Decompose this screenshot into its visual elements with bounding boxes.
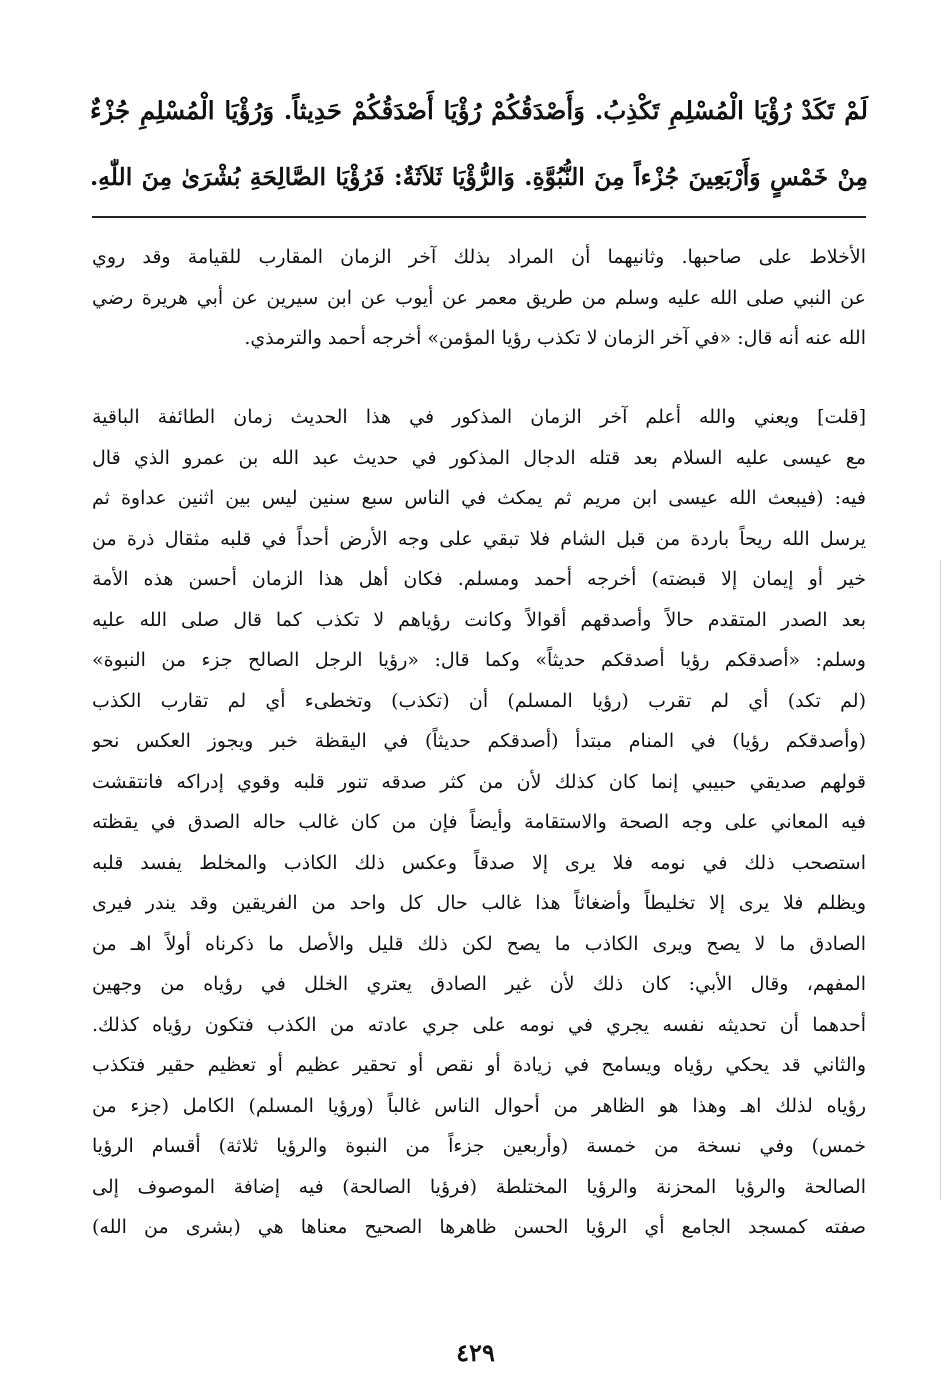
commentary-line: استصحب ذلك في نومه فلا يرى إلا صدقاً وعكس ذلك الكاذب والمخلط يفسد قلبه: [92, 851, 866, 874]
commentary-line: (لم تكد) أي لم تقرب (رؤيا المسلم) أن (تكذب) وتخطىء أي لم تقارب الكذب: [92, 689, 866, 712]
commentary-line: الصادق ما لا يصح ويرى الكاذب ما يصح لكن ذلك قليل والأصل ما ذكرناه أولاً اهـ من: [92, 932, 866, 955]
commentary-line: خمس) وفي نسخة من خمسة (وأربعين جزءاً من النبوة والرؤيا ثلاثة) أقسام الرؤيا: [92, 1135, 866, 1157]
commentary-line: الأخلاط على صاحبها. وثانيهما أن المراد بذلك آخر الزمان المقارب للقيامة وقد روي: [92, 246, 866, 268]
commentary-line: وسلم: «أصدقكم رؤيا أصدقكم حديثاً» وكما قال: «رؤيا الرجل الصالح جزء من النبوة»: [92, 649, 866, 671]
commentary-line: الله عنه أنه قال: «في آخر الزمان لا تكذب رؤيا المؤمن» أخرجه أحمد والترمذي.: [244, 327, 866, 349]
commentary-line: صفته كمسجد الجامع أي الرؤيا الحسن ظاهرها الصحيح معناها هي (بشرى من الله): [92, 1216, 866, 1238]
commentary-line: فيه: (فيبعث الله عيسى ابن مريم ثم يمكث في الناس سبع سنين ليس بين اثنين عداوة ثم: [92, 487, 866, 509]
separator-rule: [92, 216, 866, 218]
commentary-line: مع عيسى عليه السلام بعد قتله الدجال المذكور في حديث عبد الله بن عمرو الذي قال: [92, 446, 866, 469]
commentary-line: ويظلم فلا يرى إلا تخليطاً وأضغاثاً هذا غالب حال كل واحد من الفريقين وقد يندر فيرى: [92, 892, 866, 914]
commentary-line: رؤياه لذلك اهـ وهذا هو الظاهر من أحوال الناس غالباً (ورؤيا المسلم) الكامل (جزء من: [92, 1094, 866, 1117]
page-number: ٤٢٩: [456, 1338, 495, 1367]
commentary-line: فيه المعاني على وجه الصحة والاستقامة وأيضاً فإن من كان غالب حاله الصدق في يقظته: [92, 811, 866, 833]
commentary-line: بعد الصدر المتقدم حالاً وأصدقهم أقوالاً وكانت رؤياهم لا تكذب كما قال صلى الله عليه: [92, 608, 866, 631]
commentary-paragraph-1: [92, 237, 866, 359]
commentary-line: يرسل الله ريحاً باردة من قبل الشام فلا تبقي على وجه الأرض أحداً في قلبه مثقال ذرة من: [92, 527, 866, 550]
commentary-line: خير أو إيمان إلا قبضته) أخرجه أحمد ومسلم. فكان أهل هذا الزمان أحسن هذه الأمة: [92, 568, 866, 590]
hadith-text-line-1: لَمْ تَكَدْ رُؤْيَا الْمُسْلِمِ تَكْذِبُ. وَأَصْدَقُكُمْ رُؤْيَا أَصْدَقُكُمْ حَدِيثاً. وَرُؤْيَا الْمُسْلِمِ جُزْءٌ: [90, 96, 868, 125]
commentary-line: [قلت] ويعني والله أعلم آخر الزمان المذكور في هذا الحديث زمان الطائفة الباقية: [92, 406, 866, 428]
commentary-line: الصالحة والرؤيا المحزنة والرؤيا المختلطة (فرؤيا الصالحة) فيه إضافة الموصوف إلى: [92, 1175, 866, 1198]
commentary-line: والثاني قد يحكي رؤياه ويسامح في زيادة أو نقص أو تحقير عظيم أو تعظيم حقير فتكذب: [92, 1054, 866, 1076]
commentary-line: عن النبي صلى الله عليه وسلم من طريق معمر عن أيوب عن ابن سيرين عن أبي هريرة رضي: [92, 286, 866, 309]
scan-edge-line: [940, 560, 941, 1200]
commentary-paragraph-2: [92, 397, 866, 1248]
commentary-line: المفهم، وقال الأبي: كان ذلك لأن غير الصادق يعتري الخلل في رؤياه من وجهين: [92, 973, 866, 995]
commentary-line: (وأصدقكم رؤيا) في المنام مبتدأ (أصدقكم حديثاً) في اليقظة خبر ويجوز العكس نحو: [92, 730, 866, 752]
commentary-line: قولهم صديقي حبيبي إنما كان كذلك لأن من كثر صدقه تنور قلبه وقوي إدراكه فانتقشت: [92, 770, 866, 793]
commentary-line: أحدهما أن تحديثه نفسه يجري في نومه على جري عادته من الكذب فتكون رؤياه كذلك.: [92, 1013, 866, 1036]
hadith-text-line-2: مِنْ خَمْسٍ وَأَرْبَعِينَ جُزْءاً مِنَ النُّبُوَّةِ. وَالرُّؤْيَا ثَلاَثَةٌ: فَرُؤْيَا الصَّالِحَةِ بُشْرَىٰ مِنَ اللّٰهِ.: [90, 163, 868, 191]
